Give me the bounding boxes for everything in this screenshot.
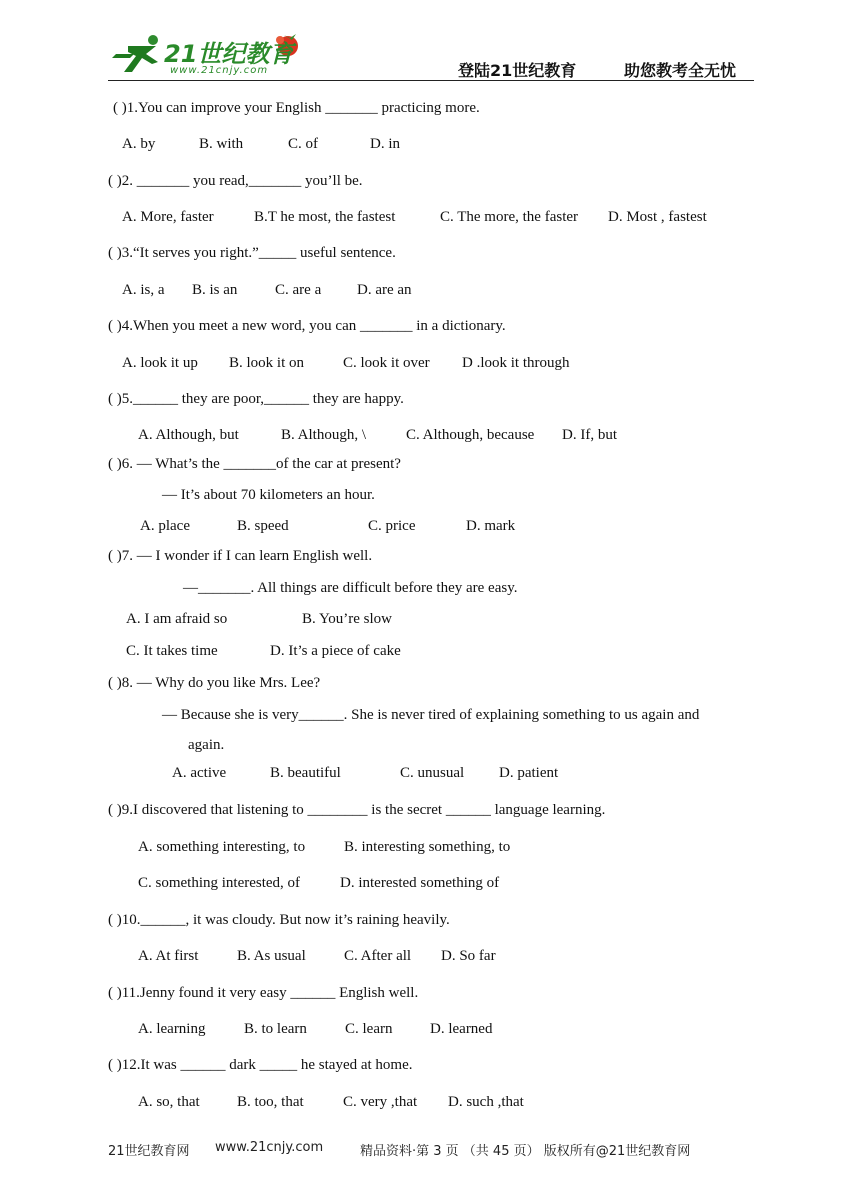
question-4-option-b: B. look it on	[229, 355, 305, 371]
question-10-option-c: C. After all	[344, 948, 412, 964]
question-4-option-c: C. look it over	[343, 355, 430, 371]
question-6-dialog-line: — It’s about 70 kilometers an hour.	[162, 487, 375, 503]
question-2-stem: ( )2. _______ you read,_______ you’ll be.	[108, 173, 363, 189]
question-9-option-d: D. interested something of	[340, 875, 500, 891]
question-4-option-a: A. look it up	[122, 355, 198, 371]
question-2-option-a: A. More, faster	[122, 209, 214, 225]
question-11-stem: ( )11.Jenny found it very easy ______ English well.	[108, 985, 419, 1001]
question-1-option-a: A. by	[122, 136, 156, 152]
question-6-option-b: B. speed	[237, 518, 289, 534]
question-11-option-d: D. learned	[430, 1021, 493, 1037]
question-9-option-a: A. something interesting, to	[138, 839, 306, 855]
question-1-option-b: B. with	[199, 136, 244, 152]
question-8-option-c: C. unusual	[400, 765, 465, 781]
question-8-option-b: B. beautiful	[270, 765, 341, 781]
question-8-dialog-line: again.	[188, 737, 225, 753]
question-7-option-c: C. It takes time	[126, 643, 218, 659]
question-8-option-d: D. patient	[499, 765, 559, 781]
question-7-dialog-line: —_______. All things are difficult before they are easy.	[183, 580, 518, 596]
runner-icon	[112, 35, 158, 72]
header-slogan-help: 助您教考全无忧	[624, 61, 737, 80]
question-2-option-c: C. The more, the faster	[440, 209, 579, 225]
question-4-option-d: D .look it through	[462, 355, 570, 371]
footer-site: 21世纪教育网	[108, 1144, 190, 1159]
question-4-stem: ( )4.When you meet a new word, you can _______ in a dictionary.	[108, 318, 506, 334]
logo	[108, 32, 308, 82]
question-10-option-b: B. As usual	[237, 948, 306, 964]
question-7-option-d: D. It’s a piece of cake	[270, 643, 401, 659]
question-10-option-d: D. So far	[441, 948, 496, 964]
question-3-option-d: D. are an	[357, 282, 412, 298]
question-8-dialog-line: — Because she is very______. She is never tired of explaining something to us again and	[162, 707, 700, 723]
question-3-option-b: B. is an	[192, 282, 238, 298]
question-11-option-c: C. learn	[345, 1021, 393, 1037]
question-3-option-c: C. are a	[275, 282, 322, 298]
question-1-option-c: C. of	[288, 136, 318, 152]
question-1-option-d: D. in	[370, 136, 400, 152]
question-9-stem: ( )9.I discovered that listening to ________ is the secret ______ language learning.	[108, 802, 606, 818]
question-5-option-b: B. Although, \	[281, 427, 367, 443]
question-11-option-a: A. learning	[138, 1021, 206, 1037]
question-6-option-c: C. price	[368, 518, 416, 534]
logo-url: www.21cnjy.com	[170, 65, 269, 76]
question-10-option-a: A. At first	[138, 948, 199, 964]
question-9-option-c: C. something interested, of	[138, 875, 301, 891]
question-12-option-c: C. very ,that	[343, 1094, 418, 1110]
question-12-option-d: D. such ,that	[448, 1094, 524, 1110]
question-7-option-b: B. You’re slow	[302, 611, 393, 627]
question-7-option-a: A. I am afraid so	[126, 611, 228, 627]
question-12-option-b: B. too, that	[237, 1094, 304, 1110]
footer-info: 精品资料·第 3 页 （共 45 页） 版权所有@21世纪教育网	[360, 1144, 691, 1159]
logo-text: 21世纪教育	[164, 40, 294, 68]
question-12-stem: ( )12.It was ______ dark _____ he stayed at home.	[108, 1057, 413, 1073]
question-2-option-d: D. Most , fastest	[608, 209, 707, 225]
question-3-stem: ( )3.“It serves you right.”_____ useful sentence.	[108, 245, 396, 261]
question-6-option-d: D. mark	[466, 518, 516, 534]
question-6-option-a: A. place	[140, 518, 190, 534]
question-11-option-b: B. to learn	[244, 1021, 307, 1037]
question-7-stem: ( )7. — I wonder if I can learn English well.	[108, 548, 373, 564]
question-3-option-a: A. is, a	[122, 282, 165, 298]
footer-web: www.21cnjy.com	[215, 1140, 324, 1155]
header-slogan-login: 登陆21世纪教育	[458, 61, 577, 80]
question-1-stem: ( )1.You can improve your English _______ practicing more.	[113, 100, 480, 116]
question-6-stem: ( )6. — What’s the _______of the car at present?	[108, 456, 401, 472]
question-5-option-c: C. Although, because	[406, 427, 535, 443]
question-12-option-a: A. so, that	[138, 1094, 200, 1110]
question-9-option-b: B. interesting something, to	[344, 839, 511, 855]
question-2-option-b: B.T he most, the fastest	[254, 209, 396, 225]
question-8-option-a: A. active	[172, 765, 227, 781]
question-5-stem: ( )5.______ they are poor,______ they are happy.	[108, 391, 404, 407]
question-5-option-a: A. Although, but	[138, 427, 239, 443]
header-divider	[108, 80, 754, 81]
question-5-option-d: D. If, but	[562, 427, 617, 443]
question-10-stem: ( )10.______, it was cloudy. But now it’s raining heavily.	[108, 912, 450, 928]
question-8-stem: ( )8. — Why do you like Mrs. Lee?	[108, 675, 321, 691]
